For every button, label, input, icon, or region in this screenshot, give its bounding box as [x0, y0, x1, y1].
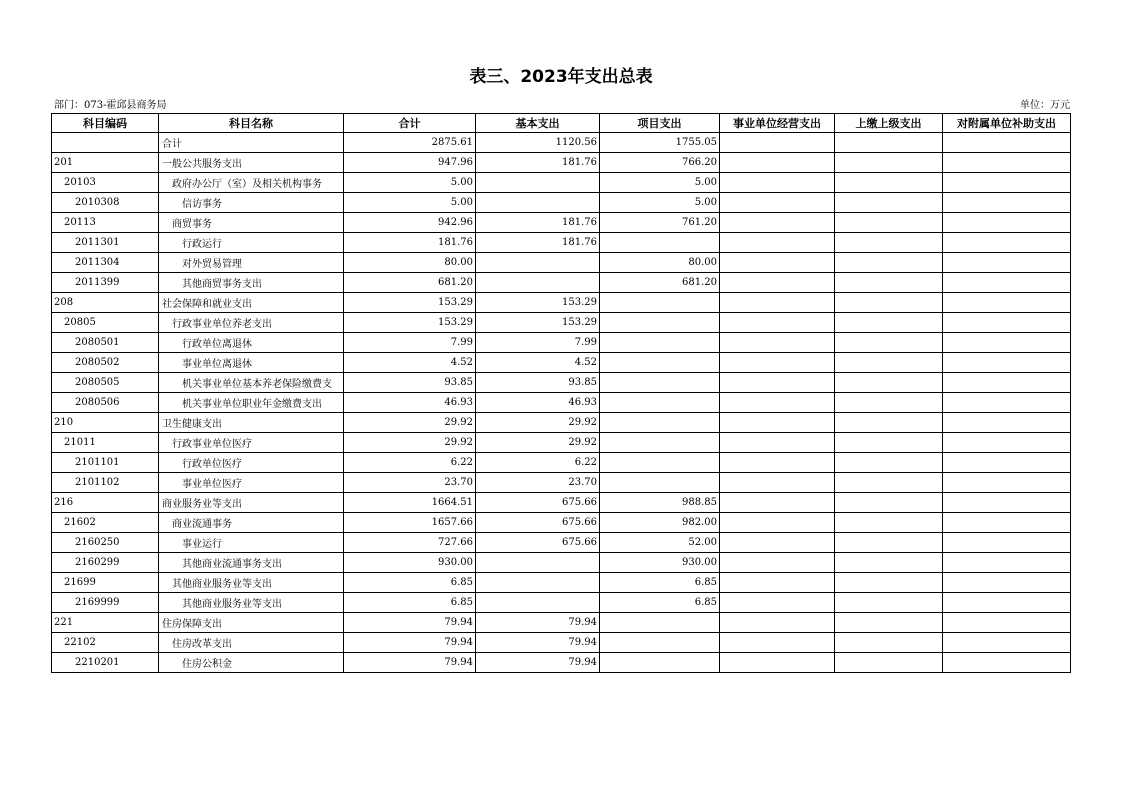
business-cell — [720, 533, 835, 553]
name-cell: 合计 — [159, 133, 344, 153]
table-row — [52, 373, 1071, 393]
header-upper: 上缴上级支出 — [835, 114, 943, 133]
code-cell: 2011399 — [52, 273, 159, 293]
business-cell — [720, 273, 835, 293]
business-cell — [720, 333, 835, 353]
total-cell: 80.00 — [344, 253, 476, 273]
basic-cell: 181.76 — [476, 233, 600, 253]
subsidy-cell — [943, 373, 1071, 393]
total-cell: 930.00 — [344, 553, 476, 573]
subsidy-cell — [943, 533, 1071, 553]
subsidy-cell — [943, 353, 1071, 373]
total-cell: 23.70 — [344, 473, 476, 493]
header-project: 项目支出 — [600, 114, 720, 133]
name-cell: 事业单位医疗 — [159, 473, 344, 493]
project-cell: 52.00 — [600, 533, 720, 553]
project-cell: 761.20 — [600, 213, 720, 233]
upper-cell — [835, 653, 943, 673]
business-cell — [720, 633, 835, 653]
upper-cell — [835, 553, 943, 573]
table-row — [52, 553, 1071, 573]
name-cell: 其他商贸事务支出 — [159, 273, 344, 293]
subsidy-cell — [943, 233, 1071, 253]
name-cell: 其他商业服务业等支出 — [159, 573, 344, 593]
code-cell: 2010308 — [52, 193, 159, 213]
upper-cell — [835, 453, 943, 473]
upper-cell — [835, 193, 943, 213]
upper-cell — [835, 633, 943, 653]
subsidy-cell — [943, 633, 1071, 653]
total-cell: 4.52 — [344, 353, 476, 373]
upper-cell — [835, 573, 943, 593]
total-cell: 153.29 — [344, 293, 476, 313]
table-row — [52, 293, 1071, 313]
subsidy-cell — [943, 573, 1071, 593]
upper-cell — [835, 393, 943, 413]
upper-cell — [835, 333, 943, 353]
upper-cell — [835, 493, 943, 513]
basic-cell: 181.76 — [476, 153, 600, 173]
code-cell: 2160250 — [52, 533, 159, 553]
business-cell — [720, 213, 835, 233]
subsidy-cell — [943, 173, 1071, 193]
project-cell — [600, 373, 720, 393]
name-cell: 一般公共服务支出 — [159, 153, 344, 173]
total-cell: 93.85 — [344, 373, 476, 393]
project-cell — [600, 293, 720, 313]
table-row — [52, 593, 1071, 613]
table-row — [52, 633, 1071, 653]
total-cell: 29.92 — [344, 413, 476, 433]
basic-cell: 29.92 — [476, 413, 600, 433]
name-cell: 其他商业流通事务支出 — [159, 553, 344, 573]
code-cell — [52, 133, 159, 153]
name-cell: 对外贸易管理 — [159, 253, 344, 273]
code-cell: 20113 — [52, 213, 159, 233]
total-cell: 6.85 — [344, 573, 476, 593]
table-row — [52, 613, 1071, 633]
header-name: 科目名称 — [159, 114, 344, 133]
basic-cell: 181.76 — [476, 213, 600, 233]
header-subsidy: 对附属单位补助支出 — [943, 114, 1071, 133]
project-cell — [600, 433, 720, 453]
subsidy-cell — [943, 193, 1071, 213]
basic-cell: 153.29 — [476, 313, 600, 333]
project-cell: 5.00 — [600, 193, 720, 213]
business-cell — [720, 613, 835, 633]
table-row — [52, 433, 1071, 453]
code-cell: 210 — [52, 413, 159, 433]
name-cell: 住房改革支出 — [159, 633, 344, 653]
name-cell: 机关事业单位基本养老保险缴费支 — [159, 373, 344, 393]
page-title: 表三、2023年支出总表 — [469, 67, 653, 87]
basic-cell: 79.94 — [476, 633, 600, 653]
name-cell: 行政事业单位医疗 — [159, 433, 344, 453]
project-cell: 681.20 — [600, 273, 720, 293]
total-cell: 5.00 — [344, 193, 476, 213]
total-cell: 6.85 — [344, 593, 476, 613]
table-row — [52, 133, 1071, 153]
basic-cell: 4.52 — [476, 353, 600, 373]
header-business: 事业单位经营支出 — [720, 114, 835, 133]
basic-cell — [476, 173, 600, 193]
total-cell: 1664.51 — [344, 493, 476, 513]
header-total: 合计 — [344, 114, 476, 133]
name-cell: 行政单位医疗 — [159, 453, 344, 473]
basic-cell — [476, 273, 600, 293]
total-cell: 6.22 — [344, 453, 476, 473]
project-cell — [600, 413, 720, 433]
table-row — [52, 473, 1071, 493]
subsidy-cell — [943, 333, 1071, 353]
total-cell: 942.96 — [344, 213, 476, 233]
subsidy-cell — [943, 493, 1071, 513]
name-cell: 政府办公厅（室）及相关机构事务 — [159, 173, 344, 193]
name-cell: 行政单位离退休 — [159, 333, 344, 353]
project-cell — [600, 333, 720, 353]
code-cell: 2160299 — [52, 553, 159, 573]
department-label: 部门：073-霍邱县商务局 — [54, 100, 167, 111]
business-cell — [720, 133, 835, 153]
header-code: 科目编码 — [52, 114, 159, 133]
code-cell: 2169999 — [52, 593, 159, 613]
business-cell — [720, 453, 835, 473]
upper-cell — [835, 233, 943, 253]
name-cell: 商贸事务 — [159, 213, 344, 233]
project-cell — [600, 353, 720, 373]
total-cell: 46.93 — [344, 393, 476, 413]
code-cell: 2011304 — [52, 253, 159, 273]
code-cell: 2101102 — [52, 473, 159, 493]
business-cell — [720, 373, 835, 393]
name-cell: 行政事业单位养老支出 — [159, 313, 344, 333]
project-cell — [600, 313, 720, 333]
subsidy-cell — [943, 313, 1071, 333]
upper-cell — [835, 153, 943, 173]
code-cell: 2080502 — [52, 353, 159, 373]
business-cell — [720, 573, 835, 593]
name-cell: 机关事业单位职业年金缴费支出 — [159, 393, 344, 413]
table-header-row — [52, 114, 1071, 133]
table-row — [52, 273, 1071, 293]
project-cell: 982.00 — [600, 513, 720, 533]
code-cell: 2011301 — [52, 233, 159, 253]
basic-cell — [476, 253, 600, 273]
upper-cell — [835, 473, 943, 493]
business-cell — [720, 413, 835, 433]
upper-cell — [835, 293, 943, 313]
table-row — [52, 393, 1071, 413]
basic-cell: 1120.56 — [476, 133, 600, 153]
unit-label: 单位：万元 — [1020, 100, 1070, 111]
table-row — [52, 213, 1071, 233]
business-cell — [720, 493, 835, 513]
subsidy-cell — [943, 153, 1071, 173]
expenditure-table — [51, 113, 1071, 673]
total-cell: 5.00 — [344, 173, 476, 193]
business-cell — [720, 593, 835, 613]
total-cell: 1657.66 — [344, 513, 476, 533]
subsidy-cell — [943, 393, 1071, 413]
total-cell: 79.94 — [344, 613, 476, 633]
project-cell — [600, 653, 720, 673]
project-cell — [600, 613, 720, 633]
business-cell — [720, 653, 835, 673]
basic-cell: 6.22 — [476, 453, 600, 473]
upper-cell — [835, 273, 943, 293]
project-cell — [600, 453, 720, 473]
business-cell — [720, 233, 835, 253]
subsidy-cell — [943, 473, 1071, 493]
upper-cell — [835, 313, 943, 333]
subsidy-cell — [943, 413, 1071, 433]
project-cell: 5.00 — [600, 173, 720, 193]
business-cell — [720, 173, 835, 193]
subsidy-cell — [943, 253, 1071, 273]
name-cell: 社会保障和就业支出 — [159, 293, 344, 313]
table-row — [52, 573, 1071, 593]
project-cell: 766.20 — [600, 153, 720, 173]
basic-cell — [476, 593, 600, 613]
upper-cell — [835, 213, 943, 233]
name-cell: 其他商业服务业等支出 — [159, 593, 344, 613]
total-cell: 2875.61 — [344, 133, 476, 153]
subsidy-cell — [943, 273, 1071, 293]
table-row — [52, 413, 1071, 433]
project-cell — [600, 393, 720, 413]
table-row — [52, 253, 1071, 273]
subsidy-cell — [943, 293, 1071, 313]
table-row — [52, 493, 1071, 513]
business-cell — [720, 473, 835, 493]
business-cell — [720, 433, 835, 453]
basic-cell — [476, 553, 600, 573]
name-cell: 事业单位离退休 — [159, 353, 344, 373]
upper-cell — [835, 173, 943, 193]
business-cell — [720, 393, 835, 413]
business-cell — [720, 293, 835, 313]
upper-cell — [835, 353, 943, 373]
name-cell: 行政运行 — [159, 233, 344, 253]
project-cell: 1755.05 — [600, 133, 720, 153]
total-cell: 681.20 — [344, 273, 476, 293]
header-basic: 基本支出 — [476, 114, 600, 133]
name-cell: 事业运行 — [159, 533, 344, 553]
code-cell: 20103 — [52, 173, 159, 193]
basic-cell: 79.94 — [476, 613, 600, 633]
upper-cell — [835, 413, 943, 433]
table-row — [52, 333, 1071, 353]
total-cell: 727.66 — [344, 533, 476, 553]
basic-cell: 46.93 — [476, 393, 600, 413]
project-cell — [600, 633, 720, 653]
basic-cell: 79.94 — [476, 653, 600, 673]
upper-cell — [835, 433, 943, 453]
project-cell: 6.85 — [600, 573, 720, 593]
code-cell: 21699 — [52, 573, 159, 593]
upper-cell — [835, 593, 943, 613]
table-row — [52, 233, 1071, 253]
table-row — [52, 153, 1071, 173]
table-row — [52, 313, 1071, 333]
project-cell: 80.00 — [600, 253, 720, 273]
table-body — [52, 133, 1071, 673]
name-cell: 信访事务 — [159, 193, 344, 213]
code-cell: 2101101 — [52, 453, 159, 473]
business-cell — [720, 353, 835, 373]
table-row — [52, 353, 1071, 373]
upper-cell — [835, 613, 943, 633]
project-cell — [600, 473, 720, 493]
code-cell: 221 — [52, 613, 159, 633]
total-cell: 947.96 — [344, 153, 476, 173]
subsidy-cell — [943, 553, 1071, 573]
subsidy-cell — [943, 433, 1071, 453]
code-cell: 21602 — [52, 513, 159, 533]
subsidy-cell — [943, 453, 1071, 473]
basic-cell: 93.85 — [476, 373, 600, 393]
subsidy-cell — [943, 133, 1071, 153]
subsidy-cell — [943, 513, 1071, 533]
name-cell: 商业服务业等支出 — [159, 493, 344, 513]
code-cell: 208 — [52, 293, 159, 313]
business-cell — [720, 513, 835, 533]
basic-cell — [476, 193, 600, 213]
total-cell: 79.94 — [344, 633, 476, 653]
code-cell: 22102 — [52, 633, 159, 653]
basic-cell: 29.92 — [476, 433, 600, 453]
table-row — [52, 193, 1071, 213]
code-cell: 216 — [52, 493, 159, 513]
table-row — [52, 513, 1071, 533]
basic-cell: 675.66 — [476, 533, 600, 553]
code-cell: 2080506 — [52, 393, 159, 413]
basic-cell: 23.70 — [476, 473, 600, 493]
total-cell: 153.29 — [344, 313, 476, 333]
name-cell: 住房保障支出 — [159, 613, 344, 633]
basic-cell — [476, 573, 600, 593]
total-cell: 79.94 — [344, 653, 476, 673]
business-cell — [720, 193, 835, 213]
total-cell: 7.99 — [344, 333, 476, 353]
upper-cell — [835, 253, 943, 273]
table-row — [52, 173, 1071, 193]
basic-cell: 675.66 — [476, 513, 600, 533]
code-cell: 20805 — [52, 313, 159, 333]
total-cell: 181.76 — [344, 233, 476, 253]
code-cell: 2080501 — [52, 333, 159, 353]
table-row — [52, 533, 1071, 553]
subsidy-cell — [943, 613, 1071, 633]
code-cell: 2080505 — [52, 373, 159, 393]
name-cell: 住房公积金 — [159, 653, 344, 673]
business-cell — [720, 313, 835, 333]
name-cell: 卫生健康支出 — [159, 413, 344, 433]
basic-cell: 675.66 — [476, 493, 600, 513]
business-cell — [720, 553, 835, 573]
business-cell — [720, 153, 835, 173]
upper-cell — [835, 513, 943, 533]
code-cell: 21011 — [52, 433, 159, 453]
code-cell: 201 — [52, 153, 159, 173]
basic-cell: 153.29 — [476, 293, 600, 313]
basic-cell: 7.99 — [476, 333, 600, 353]
project-cell — [600, 233, 720, 253]
total-cell: 29.92 — [344, 433, 476, 453]
upper-cell — [835, 133, 943, 153]
project-cell: 930.00 — [600, 553, 720, 573]
upper-cell — [835, 533, 943, 553]
subsidy-cell — [943, 593, 1071, 613]
subsidy-cell — [943, 213, 1071, 233]
business-cell — [720, 253, 835, 273]
name-cell: 商业流通事务 — [159, 513, 344, 533]
code-cell: 2210201 — [52, 653, 159, 673]
project-cell: 988.85 — [600, 493, 720, 513]
project-cell: 6.85 — [600, 593, 720, 613]
table-row — [52, 653, 1071, 673]
upper-cell — [835, 373, 943, 393]
table-row — [52, 453, 1071, 473]
subsidy-cell — [943, 653, 1071, 673]
